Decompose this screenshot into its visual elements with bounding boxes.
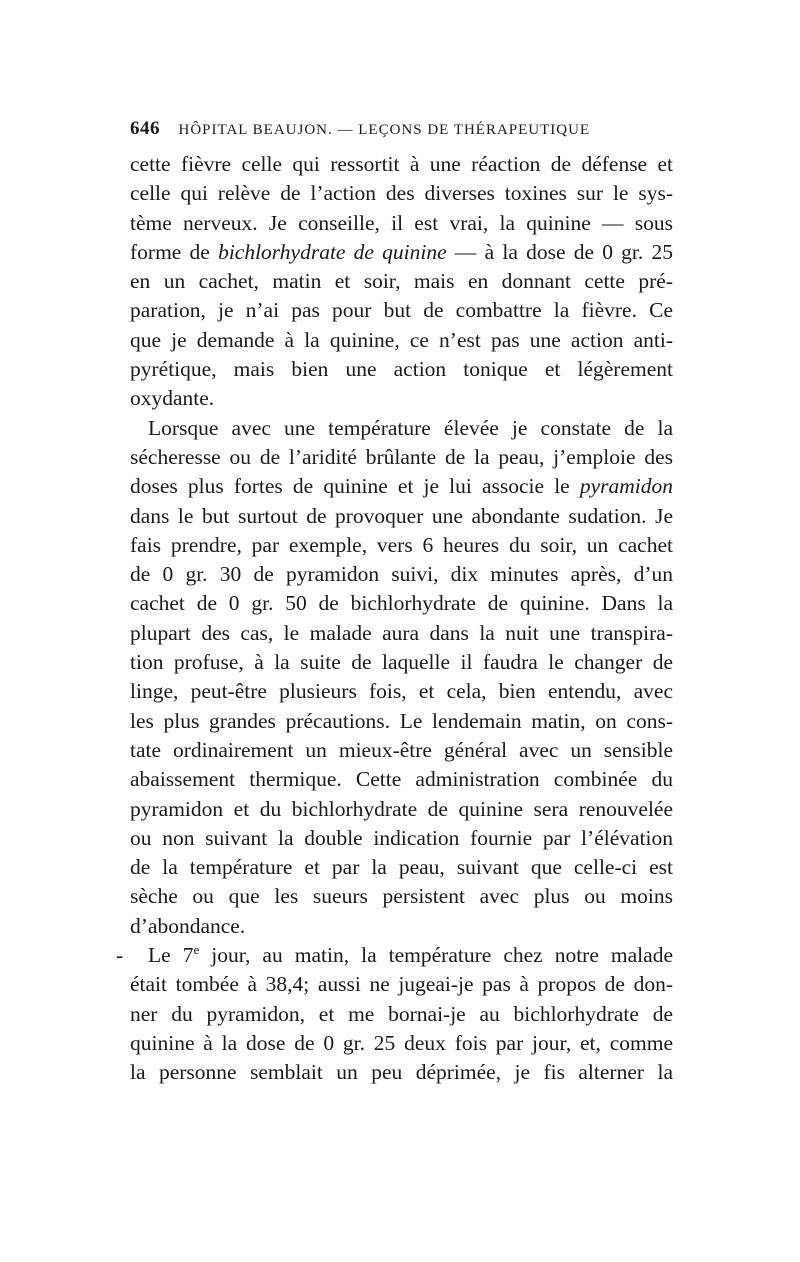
text-line: tate ordinairement un mieux-être général avec un sensible bbox=[130, 737, 673, 762]
italic-term: pyramidon bbox=[579, 474, 673, 499]
paragraph bbox=[116, 941, 673, 1087]
text-line: quinine à la dose de 0 gr. 25 deux fois par jour, et, comme bbox=[130, 1030, 673, 1055]
text-line: de la température et par la peau, suivant que celle-ci est bbox=[130, 855, 673, 880]
text-line: ner du pyramidon, et me bornai-je au bichlorhydrate de bbox=[130, 1001, 673, 1026]
italic-term: bichlorhydrate de quinine bbox=[218, 239, 447, 264]
superscript: e bbox=[193, 942, 200, 958]
text-line: ou non suivant la double indication fournie par l’élévation bbox=[130, 825, 673, 850]
text-line: plupart des cas, le malade aura dans la nuit une transpira- bbox=[130, 620, 673, 645]
text-line: de 0 gr. 30 de pyramidon suivi, dix minutes après, d’un bbox=[130, 562, 673, 587]
text-run: doses plus fortes de quinine et je lui associe le bbox=[130, 474, 580, 499]
text-line: tion profuse, à la suite de laquelle il faudra le changer de bbox=[130, 650, 673, 675]
text-line: pyrétique, mais bien une action tonique et légèrement bbox=[130, 357, 673, 382]
text-line: abaissement thermique. Cette administration combinée du bbox=[130, 767, 673, 792]
text-line: linge, peut-être plusieurs fois, et cela, bien entendu, avec bbox=[130, 679, 673, 704]
text-line: celle qui relève de l’action des diverses toxines sur le sys- bbox=[130, 181, 673, 206]
text-line: cachet de 0 gr. 50 de bichlorhydrate de quinine. Dans la bbox=[130, 591, 673, 616]
text-line: que je demande à la quinine, ce n’est pas une action anti- bbox=[130, 327, 673, 352]
text-line: sèche ou que les sueurs persistent avec plus ou moins bbox=[130, 884, 673, 909]
text-run: — à la dose de 0 gr. 25 bbox=[446, 239, 673, 264]
text-run: Le 7 bbox=[148, 943, 194, 968]
running-title: HÔPITAL BEAUJON. — LEÇONS DE THÉRAPEUTIQUE bbox=[178, 122, 591, 138]
text-run: jour, au matin, la température chez notre malade bbox=[199, 943, 673, 968]
text-line: pyramidon et du bichlorhydrate de quinine sera renouvelée bbox=[130, 796, 673, 821]
paragraph bbox=[130, 150, 673, 414]
text-line: oxydante. bbox=[130, 386, 215, 411]
paragraph bbox=[130, 414, 673, 941]
text-line: paration, je n’ai pas pour but de combattre la fièvre. Ce bbox=[130, 298, 673, 323]
text-line: tème nerveux. Je conseille, il est vrai, la quinine — sous bbox=[130, 210, 673, 235]
text-line: fais prendre, par exemple, vers 6 heures du soir, un cachet bbox=[130, 532, 673, 557]
page-number: 646 bbox=[130, 118, 160, 139]
text-line bbox=[130, 472, 673, 501]
text-line: dans le but surtout de provoquer une abondante sudation. Je bbox=[130, 503, 673, 528]
text-line: sécheresse ou de l’aridité brûlante de la peau, j’emploie des bbox=[130, 444, 673, 469]
text-line: la personne semblait un peu déprimée, je fis alterner la bbox=[130, 1060, 673, 1085]
text-line: Lorsque avec une température élevée je constate de la bbox=[148, 415, 673, 440]
text-line bbox=[130, 941, 673, 970]
text-line: d’abondance. bbox=[130, 913, 246, 938]
text-line: cette fièvre celle qui ressortit à une réaction de défense et bbox=[130, 152, 673, 176]
margin-mark: - bbox=[116, 943, 124, 968]
text-line bbox=[130, 238, 673, 267]
running-head bbox=[130, 118, 673, 140]
text-line: était tombée à 38,4; aussi ne jugeai-je pas à propos de don- bbox=[130, 972, 673, 997]
text-line: en un cachet, matin et soir, mais en donnant cette pré- bbox=[130, 269, 673, 294]
text-run: forme de bbox=[130, 239, 219, 264]
text-line: les plus grandes précautions. Le lendemain matin, on cons- bbox=[130, 708, 673, 733]
body-text bbox=[116, 150, 673, 1088]
